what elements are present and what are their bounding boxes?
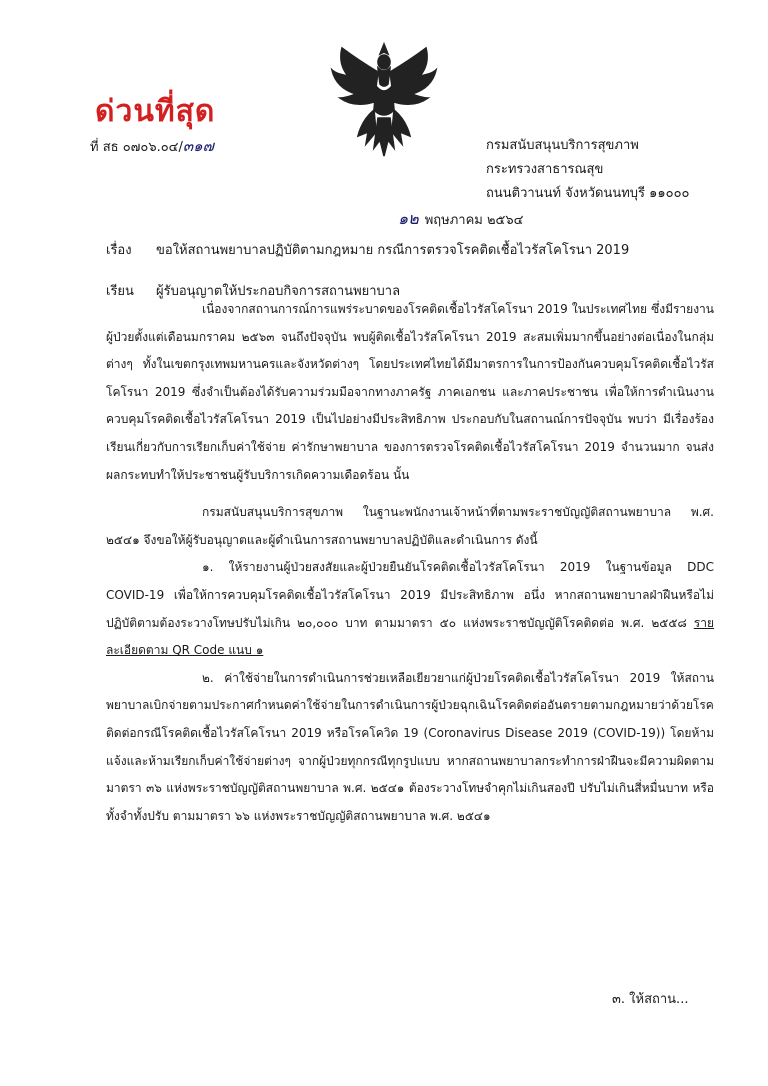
subject-text: ขอให้สถานพยาบาลปฏิบัติตามกฎหมาย กรณีการตรวจโรคติดเชื้อไวรัสโคโรนา 2019 [156, 243, 630, 258]
subject-line [106, 239, 629, 260]
date-day-handwritten: ๑๒ [398, 209, 419, 228]
item-2: ๒. ค่าใช้จ่ายในการดำเนินการช่วยเหลือเยียวยาแก่ผู้ป่วยโรคติดเชื้อไวรัสโคโรนา 2019 ให้สถานพยาบาลเบิกจ่ายตามประกาศกำหนดค่าใช้จ่ายในการดำเนินการผู้ป่วยฉุกเฉินโรคติดต่ออันตรายตามกฎหมายว่าด้วยโรคติดต่อกรณีโรคติดเชื้อไวรัสโคโรนา 2019 หรือโรคโควิด 19 (Coronavirus Disease 2019 (COVID-19)) โดยห้ามแจ้งและห้ามเรียกเก็บค่าใช้จ่ายต่างๆ จากผู้ป่วยทุกกรณีทุกรูปแบบ หากสถานพยาบาลกระทำการฝ่าฝืนจะมีความผิดตามมาตรา ๓๖ แห่งพระราชบัญญัติสถานพยาบาล พ.ศ. ๒๕๔๑ ต้องระวางโทษจำคุกไม่เกินสองปี ปรับไม่เกินสี่หมื่นบาท หรือทั้งจำทั้งปรับ ตามมาตรา ๖๖ แห่งพระราชบัญญัติสถานพยาบาล พ.ศ. ๒๕๔๑ [106, 670, 714, 823]
recipient-text: ผู้รับอนุญาตให้ประกอบกิจการสถานพยาบาล [156, 284, 401, 299]
issuer-ministry: กระทรวงสาธารณสุข [486, 162, 604, 177]
paragraph-background: เนื่องจากสถานการณ์การแพร่ระบาดของโรคติดเชื้อไวรัสโคโรนา 2019 ในประเทศไทย ซึ่งมีรายงานผู้ป่วยตั้งแต่เดือนมกราคม ๒๕๖๓ จนถึงปัจจุบัน พบผู้ติดเชื้อไวรัสโคโรนา 2019 สะสมเพิ่มมากขึ้นอย่างต่อเนื่องในกลุ่มต่างๆ ทั้งในเขตกรุงเทพมหานครและจังหวัดต่างๆ โดยประเทศไทยได้มีมาตรการในการป้องกันควบคุมโรคติดเชื้อไวรัสโคโรนา 2019 ซึ่งจำเป็นต้องได้รับความร่วมมือจากทางภาครัฐ ภาคเอกชน และภาคประชาชน เพื่อให้การดำเนินงานควบคุมโรคติดเชื้อไวรัสโคโรนา 2019 เป็นไปอย่างมีประสิทธิภาพ ประกอบกับในสถานณ์การปัจจุบัน พบว่า มีเรื่องร้องเรียนเกี่ยวกับการเรียกเก็บค่าใช้จ่าย ค่ารักษาพยาบาล ของการตรวจโรคติดเชื้อไวรัสโคโรนา 2019 จำนวนมาก จนส่งผลกระทบทำให้ประชาชนผู้รับบริการเกิดความเดือดร้อน นั้น [106, 302, 714, 482]
date-month-year: พฤษภาคม ๒๕๖๔ [424, 213, 524, 228]
qr-code-reference: รายละเอียดตาม QR Code แนบ ๑ [106, 615, 714, 658]
document-number-handwritten: ๓๑๗ [182, 137, 214, 155]
item-1-text: ๑. ให้รายงานผู้ป่วยสงสัยและผู้ป่วยยืนยันโรคติดเชื้อไวรัสโคโรนา 2019 ในฐานข้อมูล DDC COVID-19 เพื่อให้การควบคุมโรคติดเชื้อไวรัสโคโรนา 2019 มีประสิทธิภาพ อนึ่ง หากสถานพยาบาลฝ่าฝืนหรือไม่ปฏิบัติตามต้องระวางโทษปรับไม่เกิน ๒๐,๐๐๐ บาท ตามมาตรา ๕๐ แห่งพระราชบัญญัติโรคติดต่อ พ.ศ. ๒๕๕๘ [106, 560, 714, 630]
page-continuation: ๓. ให้สถาน... [612, 992, 689, 1007]
issuer-street: ถนนติวานนท์ จังหวัดนนทบุรี ๑๑๐๐๐ [486, 186, 690, 201]
document-date [398, 207, 523, 232]
garuda-emblem-icon [328, 40, 440, 160]
subject-label: เรื่อง [106, 243, 132, 258]
paragraph-request: กรมสนับสนุนบริการสุขภาพ ในฐานะพนักงานเจ้าหน้าที่ตามพระราชบัญญัติสถานพยาบาล พ.ศ. ๒๕๔๑ จึงขอให้ผู้รับอนุญาตและผู้ดำเนินการสถานพยาบาลปฏิบัติและดำเนินการ ดังนี้ [106, 505, 714, 547]
issuer-address [486, 134, 689, 206]
document-number-prefix: ที่ สธ ๐๗๐๖.๐๔/ [90, 140, 183, 155]
urgency-stamp: ด่วนที่สุด [95, 94, 216, 129]
letter-body [106, 296, 714, 830]
issuer-department: กรมสนับสนุนบริการสุขภาพ [486, 138, 639, 153]
item-1 [106, 554, 714, 664]
recipient-label: เรียน [106, 284, 134, 299]
document-number [90, 134, 214, 158]
